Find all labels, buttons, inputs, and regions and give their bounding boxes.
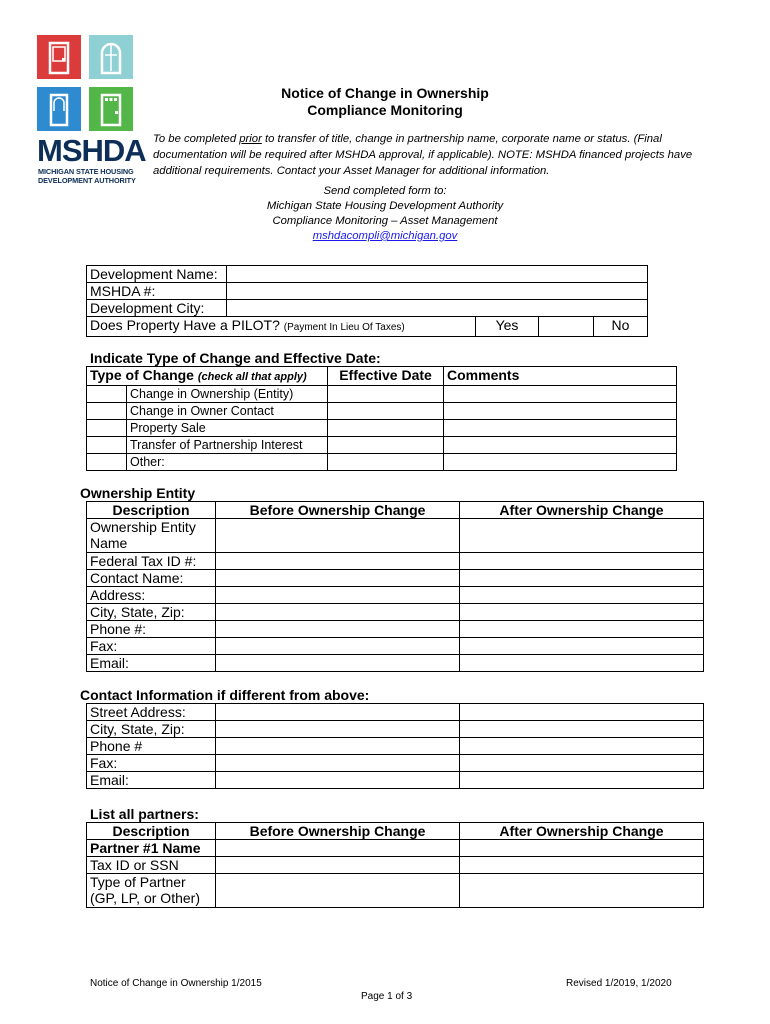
after-field[interactable] xyxy=(460,638,704,655)
partner-row-label: Tax ID or SSN xyxy=(87,857,216,874)
page-title: Notice of Change in Ownership Compliance Monitoring xyxy=(281,85,489,118)
before-field[interactable] xyxy=(216,587,460,604)
development-name-field[interactable] xyxy=(227,266,648,283)
partner-type-label: Type of Partner (GP, LP, or Other) xyxy=(87,874,216,908)
ownership-row-label: Ownership Entity Name xyxy=(87,519,216,553)
change-checkbox[interactable] xyxy=(87,437,127,454)
ownership-heading: Ownership Entity xyxy=(80,485,196,501)
logo-subtitle: MICHIGAN STATE HOUSING DEVELOPMENT AUTHORITY xyxy=(38,167,136,185)
before-field[interactable] xyxy=(216,553,460,570)
comments-field[interactable] xyxy=(444,437,677,454)
partners-heading: List all partners: xyxy=(90,806,199,822)
development-city-label: Development City: xyxy=(87,300,227,317)
before-field[interactable] xyxy=(216,604,460,621)
effective-date-header: Effective Date xyxy=(328,367,444,386)
email-link[interactable]: mshdacompli@michigan.gov xyxy=(312,230,458,242)
before-field[interactable] xyxy=(216,772,460,789)
after-field[interactable] xyxy=(460,604,704,621)
after-field[interactable] xyxy=(460,704,704,721)
effective-date-field[interactable] xyxy=(328,386,444,403)
contact-heading: Contact Information if different from above: xyxy=(80,687,370,703)
before-field[interactable] xyxy=(216,755,460,772)
contact-row-label: Email: xyxy=(87,772,216,789)
mshda-number-label: MSHDA #: xyxy=(87,283,227,300)
ownership-row-label: Phone #: xyxy=(87,621,216,638)
ownership-row-label: Email: xyxy=(87,655,216,672)
after-field[interactable] xyxy=(460,553,704,570)
description-header: Description xyxy=(87,502,216,519)
development-info-table xyxy=(86,265,648,337)
before-field[interactable] xyxy=(216,570,460,587)
change-option-label: Change in Ownership (Entity) xyxy=(127,386,328,403)
page-number: Page 1 of 3 xyxy=(361,991,413,1002)
type-of-change-header: Type of Change (check all that apply) xyxy=(87,367,328,386)
after-field[interactable] xyxy=(460,874,704,908)
comments-field[interactable] xyxy=(444,403,677,420)
instructions-text: To be completed prior to transfer of title, change in partnership name, corporate name or status. (Final documentation will be required after MSHDA approval, if applicable). NOTE: MSHDA financed projects have additional requirements. Contact your Asset Manager for additional information. xyxy=(153,133,693,177)
after-field[interactable] xyxy=(460,587,704,604)
comments-field[interactable] xyxy=(444,386,677,403)
change-option-label: Change in Owner Contact xyxy=(127,403,328,420)
ownership-row-label: Fax: xyxy=(87,638,216,655)
before-field[interactable] xyxy=(216,738,460,755)
change-checkbox[interactable] xyxy=(87,386,127,403)
mshda-number-field[interactable] xyxy=(227,283,648,300)
teal-arch-door-icon xyxy=(89,35,133,79)
send-to-block: Send completed form to: Michigan State Housing Development Authority Compliance Monitoring – Asset Management mshdacompli@michigan.gov xyxy=(150,184,620,244)
description-header: Description xyxy=(87,823,216,840)
green-door-icon xyxy=(89,87,133,131)
change-option-label: Transfer of Partnership Interest xyxy=(127,437,328,454)
effective-date-field[interactable] xyxy=(328,437,444,454)
change-option-label: Other: xyxy=(127,454,328,471)
before-field[interactable] xyxy=(216,840,460,857)
effective-date-field[interactable] xyxy=(328,420,444,437)
after-field[interactable] xyxy=(460,755,704,772)
pilot-yes-label: Yes xyxy=(476,317,539,337)
before-field[interactable] xyxy=(216,874,460,908)
partners-table xyxy=(86,822,704,908)
contact-row-label: Phone # xyxy=(87,738,216,755)
logo-wordmark: MSHDA xyxy=(37,133,146,168)
comments-field[interactable] xyxy=(444,454,677,471)
after-field[interactable] xyxy=(460,772,704,789)
change-checkbox[interactable] xyxy=(87,454,127,471)
before-change-header: Before Ownership Change xyxy=(216,823,460,840)
ownership-row-label: Contact Name: xyxy=(87,570,216,587)
after-field[interactable] xyxy=(460,655,704,672)
comments-field[interactable] xyxy=(444,420,677,437)
change-heading: Indicate Type of Change and Effective Date: xyxy=(90,350,381,366)
effective-date-field[interactable] xyxy=(328,454,444,471)
ownership-row-label: Address: xyxy=(87,587,216,604)
pilot-no-label: No xyxy=(594,317,648,337)
after-field[interactable] xyxy=(460,721,704,738)
development-name-label: Development Name: xyxy=(87,266,227,283)
pilot-question: Does Property Have a PILOT? (Payment In Lieu Of Taxes) xyxy=(87,317,476,337)
change-option-label: Property Sale xyxy=(127,420,328,437)
red-door-icon xyxy=(37,35,81,79)
after-field[interactable] xyxy=(460,857,704,874)
after-change-header: After Ownership Change xyxy=(460,823,704,840)
change-checkbox[interactable] xyxy=(87,420,127,437)
before-field[interactable] xyxy=(216,621,460,638)
after-field[interactable] xyxy=(460,621,704,638)
before-field[interactable] xyxy=(216,857,460,874)
contact-row-label: Street Address: xyxy=(87,704,216,721)
before-field[interactable] xyxy=(216,721,460,738)
comments-header: Comments xyxy=(444,367,677,386)
before-change-header: Before Ownership Change xyxy=(216,502,460,519)
development-city-field[interactable] xyxy=(227,300,648,317)
ownership-table xyxy=(86,501,704,672)
contact-row-label: Fax: xyxy=(87,755,216,772)
footer-left: Notice of Change in Ownership 1/2015 xyxy=(90,978,262,989)
ownership-row-label: City, State, Zip: xyxy=(87,604,216,621)
change-type-table xyxy=(86,366,677,471)
after-change-header: After Ownership Change xyxy=(460,502,704,519)
change-checkbox[interactable] xyxy=(87,403,127,420)
before-field[interactable] xyxy=(216,519,460,553)
contact-row-label: City, State, Zip: xyxy=(87,721,216,738)
footer-right: Revised 1/2019, 1/2020 xyxy=(566,978,672,989)
before-field[interactable] xyxy=(216,655,460,672)
before-field[interactable] xyxy=(216,704,460,721)
ownership-row-label: Federal Tax ID #: xyxy=(87,553,216,570)
mshda-logo xyxy=(37,35,146,185)
after-field[interactable] xyxy=(460,519,704,553)
contact-table xyxy=(86,703,704,789)
before-field[interactable] xyxy=(216,638,460,655)
pilot-yes-checkbox[interactable] xyxy=(539,317,594,337)
after-field[interactable] xyxy=(460,570,704,587)
after-field[interactable] xyxy=(460,738,704,755)
effective-date-field[interactable] xyxy=(328,403,444,420)
blue-door-icon xyxy=(37,87,81,131)
after-field[interactable] xyxy=(460,840,704,857)
partner-name-label: Partner #1 Name xyxy=(87,840,216,857)
